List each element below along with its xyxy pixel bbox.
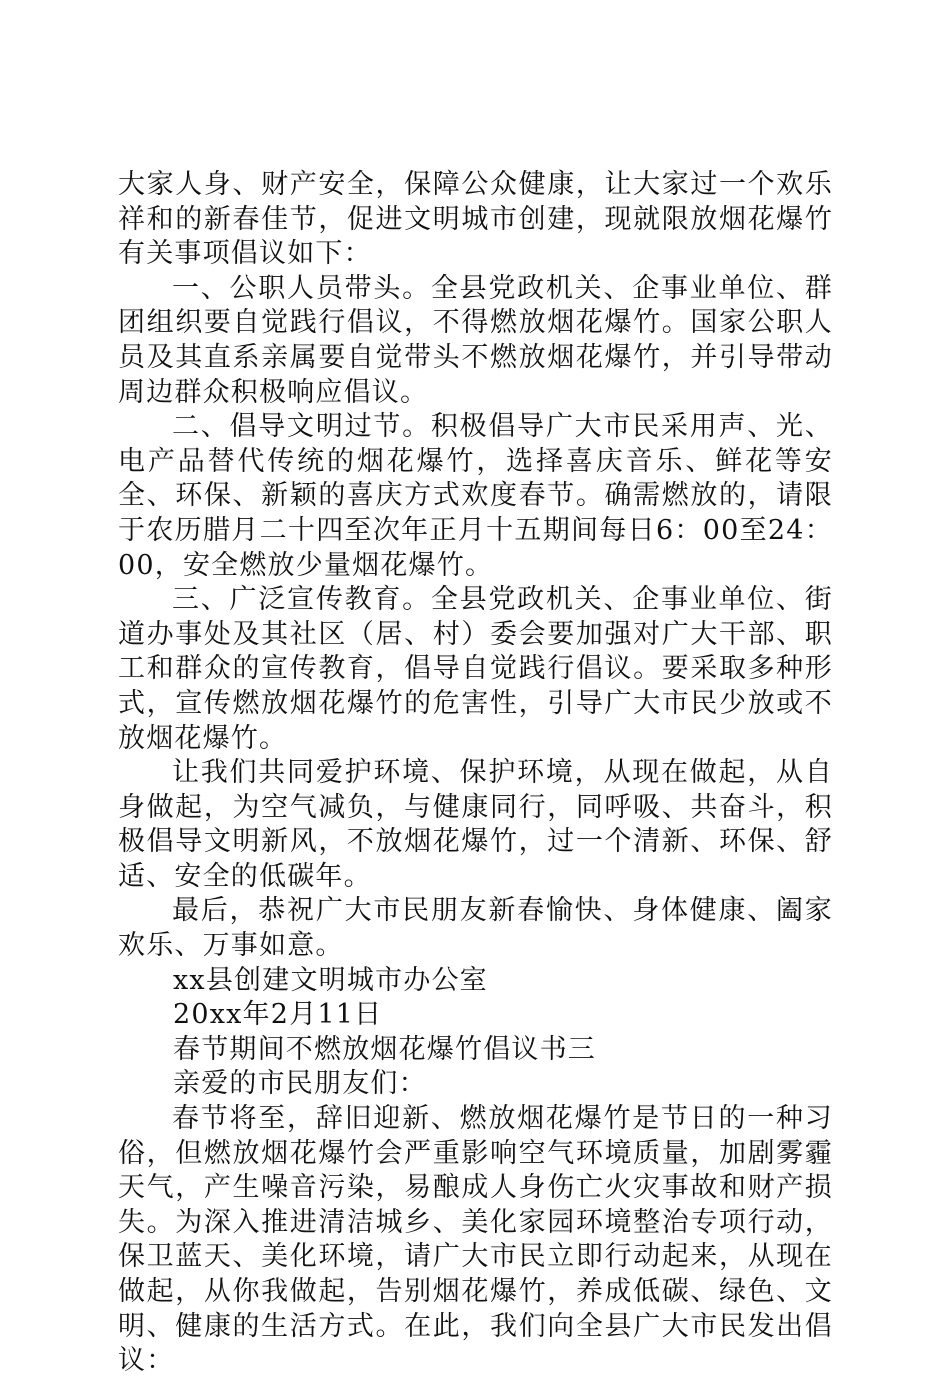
paragraph-greeting-wishes: 最后，恭祝广大市民朋友新春愉快、身体健康、阖家欢乐、万事如意。: [118, 895, 833, 962]
paragraph-call-to-action: 让我们共同爱护环境、保护环境，从现在做起，从自身做起，为空气减负，与健康同行，同呼吸、共奋斗，积极倡导文明新风，不放烟花爆竹，过一个清新、环保、舒适、安全的低碳年。: [118, 757, 833, 892]
paragraph-second-intro: 春节将至，辞旧迎新、燃放烟花爆竹是节日的一种习俗，但燃放烟花爆竹会严重影响空气环境质量，加剧雾霾天气，产生噪音污染，易酿成人身伤亡火灾事故和财产损失。为深入推进清洁城乡、美化家园环境整治专项行动，保卫蓝天、美化环境，请广大市民立即行动起来，从现在做起，从你我做起，告别烟花爆竹，养成低碳、绿色、文明、健康的生活方式。在此，我们向全县广大市民发出倡议：: [118, 1103, 833, 1377]
paragraph-item-two: 二、倡导文明过节。积极倡导广大市民采用声、光、电产品替代传统的烟花爆竹，选择喜庆音乐、鲜花等安全、环保、新颖的喜庆方式欢度春节。确需燃放的，请限于农历腊月二十四至次年正月十五期间每日6：00至24：00，安全燃放少量烟花爆竹。: [118, 411, 833, 581]
second-document-title: 春节期间不燃放烟花爆竹倡议书三: [173, 1033, 596, 1065]
signature-office: xx县创建文明城市办公室: [173, 964, 488, 996]
paragraph-item-three: 三、广泛宣传教育。全县党政机关、企事业单位、街道办事处及其社区（居、村）委会要加强对广大干部、职工和群众的宣传教育，倡导自觉践行倡议。要采取多种形式，宣传燃放烟花爆竹的危害性，引导广大市民少放或不放烟花爆竹。: [118, 584, 833, 754]
paragraph-intro-continuation: 大家人身、财产安全，保障公众健康，让大家过一个欢乐祥和的新春佳节，促进文明城市创建，现就限放烟花爆竹有关事项倡议如下：: [118, 169, 833, 270]
salutation: 亲爱的市民朋友们：: [173, 1068, 427, 1100]
paragraph-item-one: 一、公职人员带头。全县党政机关、企事业单位、群团组织要自觉践行倡议，不得燃放烟花爆竹。国家公职人员及其直系亲属要自觉带头不燃放烟花爆竹，并引导带动周边群众积极响应倡议。: [118, 272, 833, 408]
document-body: [118, 168, 833, 1379]
signature-date: 20xx年2月11日: [173, 999, 383, 1031]
